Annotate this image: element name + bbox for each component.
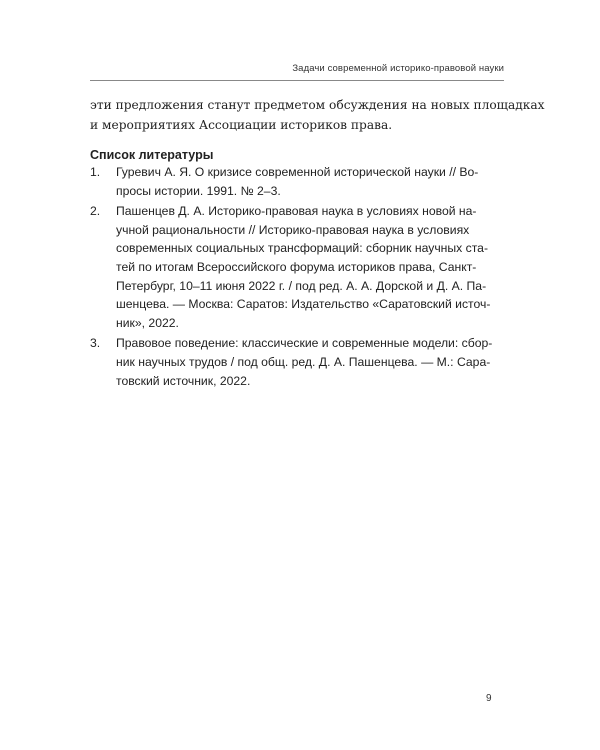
reference-line: просы истории. 1991. № 2–3. — [116, 183, 281, 198]
body-paragraph — [90, 95, 545, 135]
references-heading: Список литературы — [90, 148, 214, 162]
reference-item-2 — [90, 202, 510, 332]
paragraph-line: и мероприятиях Ассоциации историков права. — [90, 118, 393, 132]
paragraph-line: эти предложения станут предметом обсуждения на новых площадках — [90, 98, 545, 112]
reference-number: 1. — [90, 165, 101, 179]
reference-line: тей по итогам Всероссийского форума историков права, Санкт- — [116, 259, 477, 274]
reference-line: Правовое поведение: классические и современные модели: сбор- — [116, 336, 493, 351]
reference-line: шенцева. — Москва: Саратов: Издательство «Саратовский источ- — [116, 297, 491, 312]
reference-item-3 — [90, 334, 510, 390]
reference-line: ник», 2022. — [116, 315, 179, 330]
reference-number: 3. — [90, 336, 101, 351]
reference-line: учной рациональности // Историко-правовая наука в условиях — [116, 222, 470, 237]
reference-line: ник научных трудов / под общ. ред. Д. А. Пашенцева. — М.: Сара- — [116, 354, 491, 369]
references-list — [90, 163, 510, 392]
header-divider — [90, 80, 504, 81]
reference-line: Пашенцев Д. А. Историко-правовая наука в условиях новой на- — [116, 204, 477, 219]
running-header: Задачи современной историко-правовой науки — [292, 63, 504, 74]
reference-line: товский источник, 2022. — [116, 373, 251, 388]
reference-line: современных социальных трансформаций: сборник научных ста- — [116, 241, 489, 256]
reference-line: Гуревич А. Я. О кризисе современной исторической науки // Во- — [116, 165, 479, 179]
reference-line: Петербург, 10–11 июня 2022 г. / под ред. А. А. Дорской и Д. А. Па- — [116, 278, 487, 293]
reference-item-1 — [90, 163, 510, 200]
reference-number: 2. — [90, 204, 101, 219]
page-number: 9 — [486, 693, 492, 704]
